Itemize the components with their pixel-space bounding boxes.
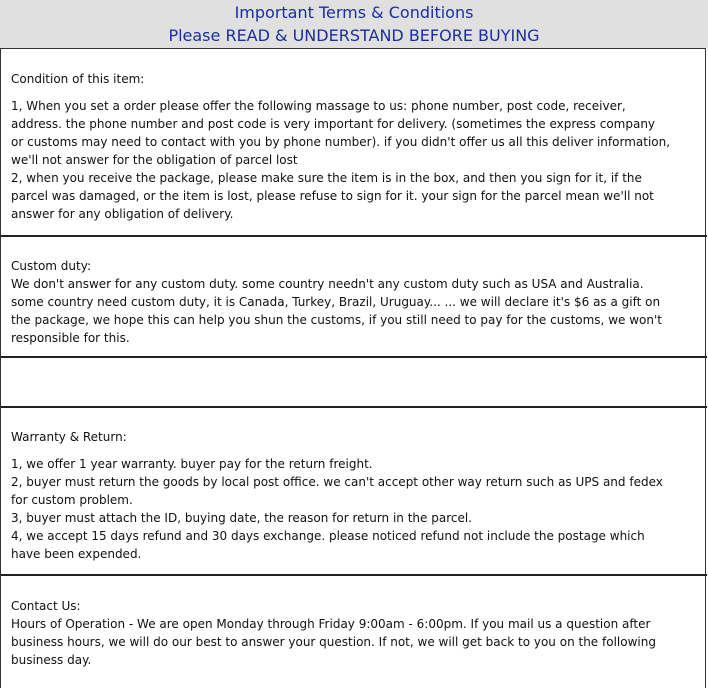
condition-line: parcel was damaged, or the item is lost, please refuse to sign for it. your sign for the parcel mean we'll not — [11, 189, 654, 203]
contact-heading: Contact Us: — [11, 599, 81, 613]
condition-line: address. the phone number and post code is very important for delivery. (sometimes the express company — [11, 117, 656, 131]
page-title: Important Terms & Conditions — [234, 3, 474, 22]
contact-section — [1, 597, 707, 669]
condition-line: answer for any obligation of delivery. — [11, 207, 234, 221]
section-divider — [1, 406, 707, 408]
condition-line: 1, When you set a order please offer the following massage to us: phone number, post code, receiver, — [11, 99, 626, 113]
warranty-section — [1, 428, 707, 563]
condition-line: we'll not answer for the obligation of parcel lost — [11, 153, 298, 167]
custom-duty-heading: Custom duty: — [11, 259, 91, 273]
custom-duty-section — [1, 257, 707, 347]
warranty-line: 1, we offer 1 year warranty. buyer pay for the return freight. — [11, 457, 373, 471]
warranty-line: 3, buyer must attach the ID, buying date, the reason for return in the parcel. — [11, 511, 472, 525]
custom-duty-line: the package, we hope this can help you shun the customs, if you still need to pay for the customs, we won't — [11, 313, 662, 327]
custom-duty-line: We don't answer for any custom duty. some country needn't any custom duty such as USA and Australia. — [11, 277, 644, 291]
section-divider — [1, 235, 707, 237]
section-divider — [1, 356, 707, 358]
warranty-heading: Warranty & Return: — [11, 430, 127, 444]
section-divider — [1, 574, 707, 576]
custom-duty-line: some country need custom duty, it is Canada, Turkey, Brazil, Uruguay... ... we will declare it's $6 as a gift on — [11, 295, 661, 309]
page-subtitle: Please READ & UNDERSTAND BEFORE BUYING — [168, 26, 540, 45]
custom-duty-line: responsible for this. — [11, 331, 130, 345]
warranty-line: have been expended. — [11, 547, 142, 561]
warranty-line: for custom problem. — [11, 493, 133, 507]
condition-line: or customs may need to contact with you by phone number). if you didn't offer us all this deliver information, — [11, 135, 671, 149]
condition-section — [1, 70, 707, 223]
warranty-line: 2, buyer must return the goods by local post office. we can't accept other way return such as UPS and fedex — [11, 475, 663, 489]
condition-heading: Condition of this item: — [11, 72, 145, 86]
contact-line: business hours, we will do our best to answer your question. If not, we will get back to you on the following — [11, 635, 656, 649]
condition-line: 2, when you receive the package, please make sure the item is in the box, and then you sign for it, if the — [11, 171, 642, 185]
terms-frame — [0, 48, 706, 688]
contact-line: Hours of Operation - We are open Monday through Friday 9:00am - 6:00pm. If you mail us a question after — [11, 617, 651, 631]
contact-line: business day. — [11, 653, 92, 667]
page-header — [0, 0, 708, 48]
warranty-line: 4, we accept 15 days refund and 30 days exchange. please noticed refund not include the postage which — [11, 529, 645, 543]
